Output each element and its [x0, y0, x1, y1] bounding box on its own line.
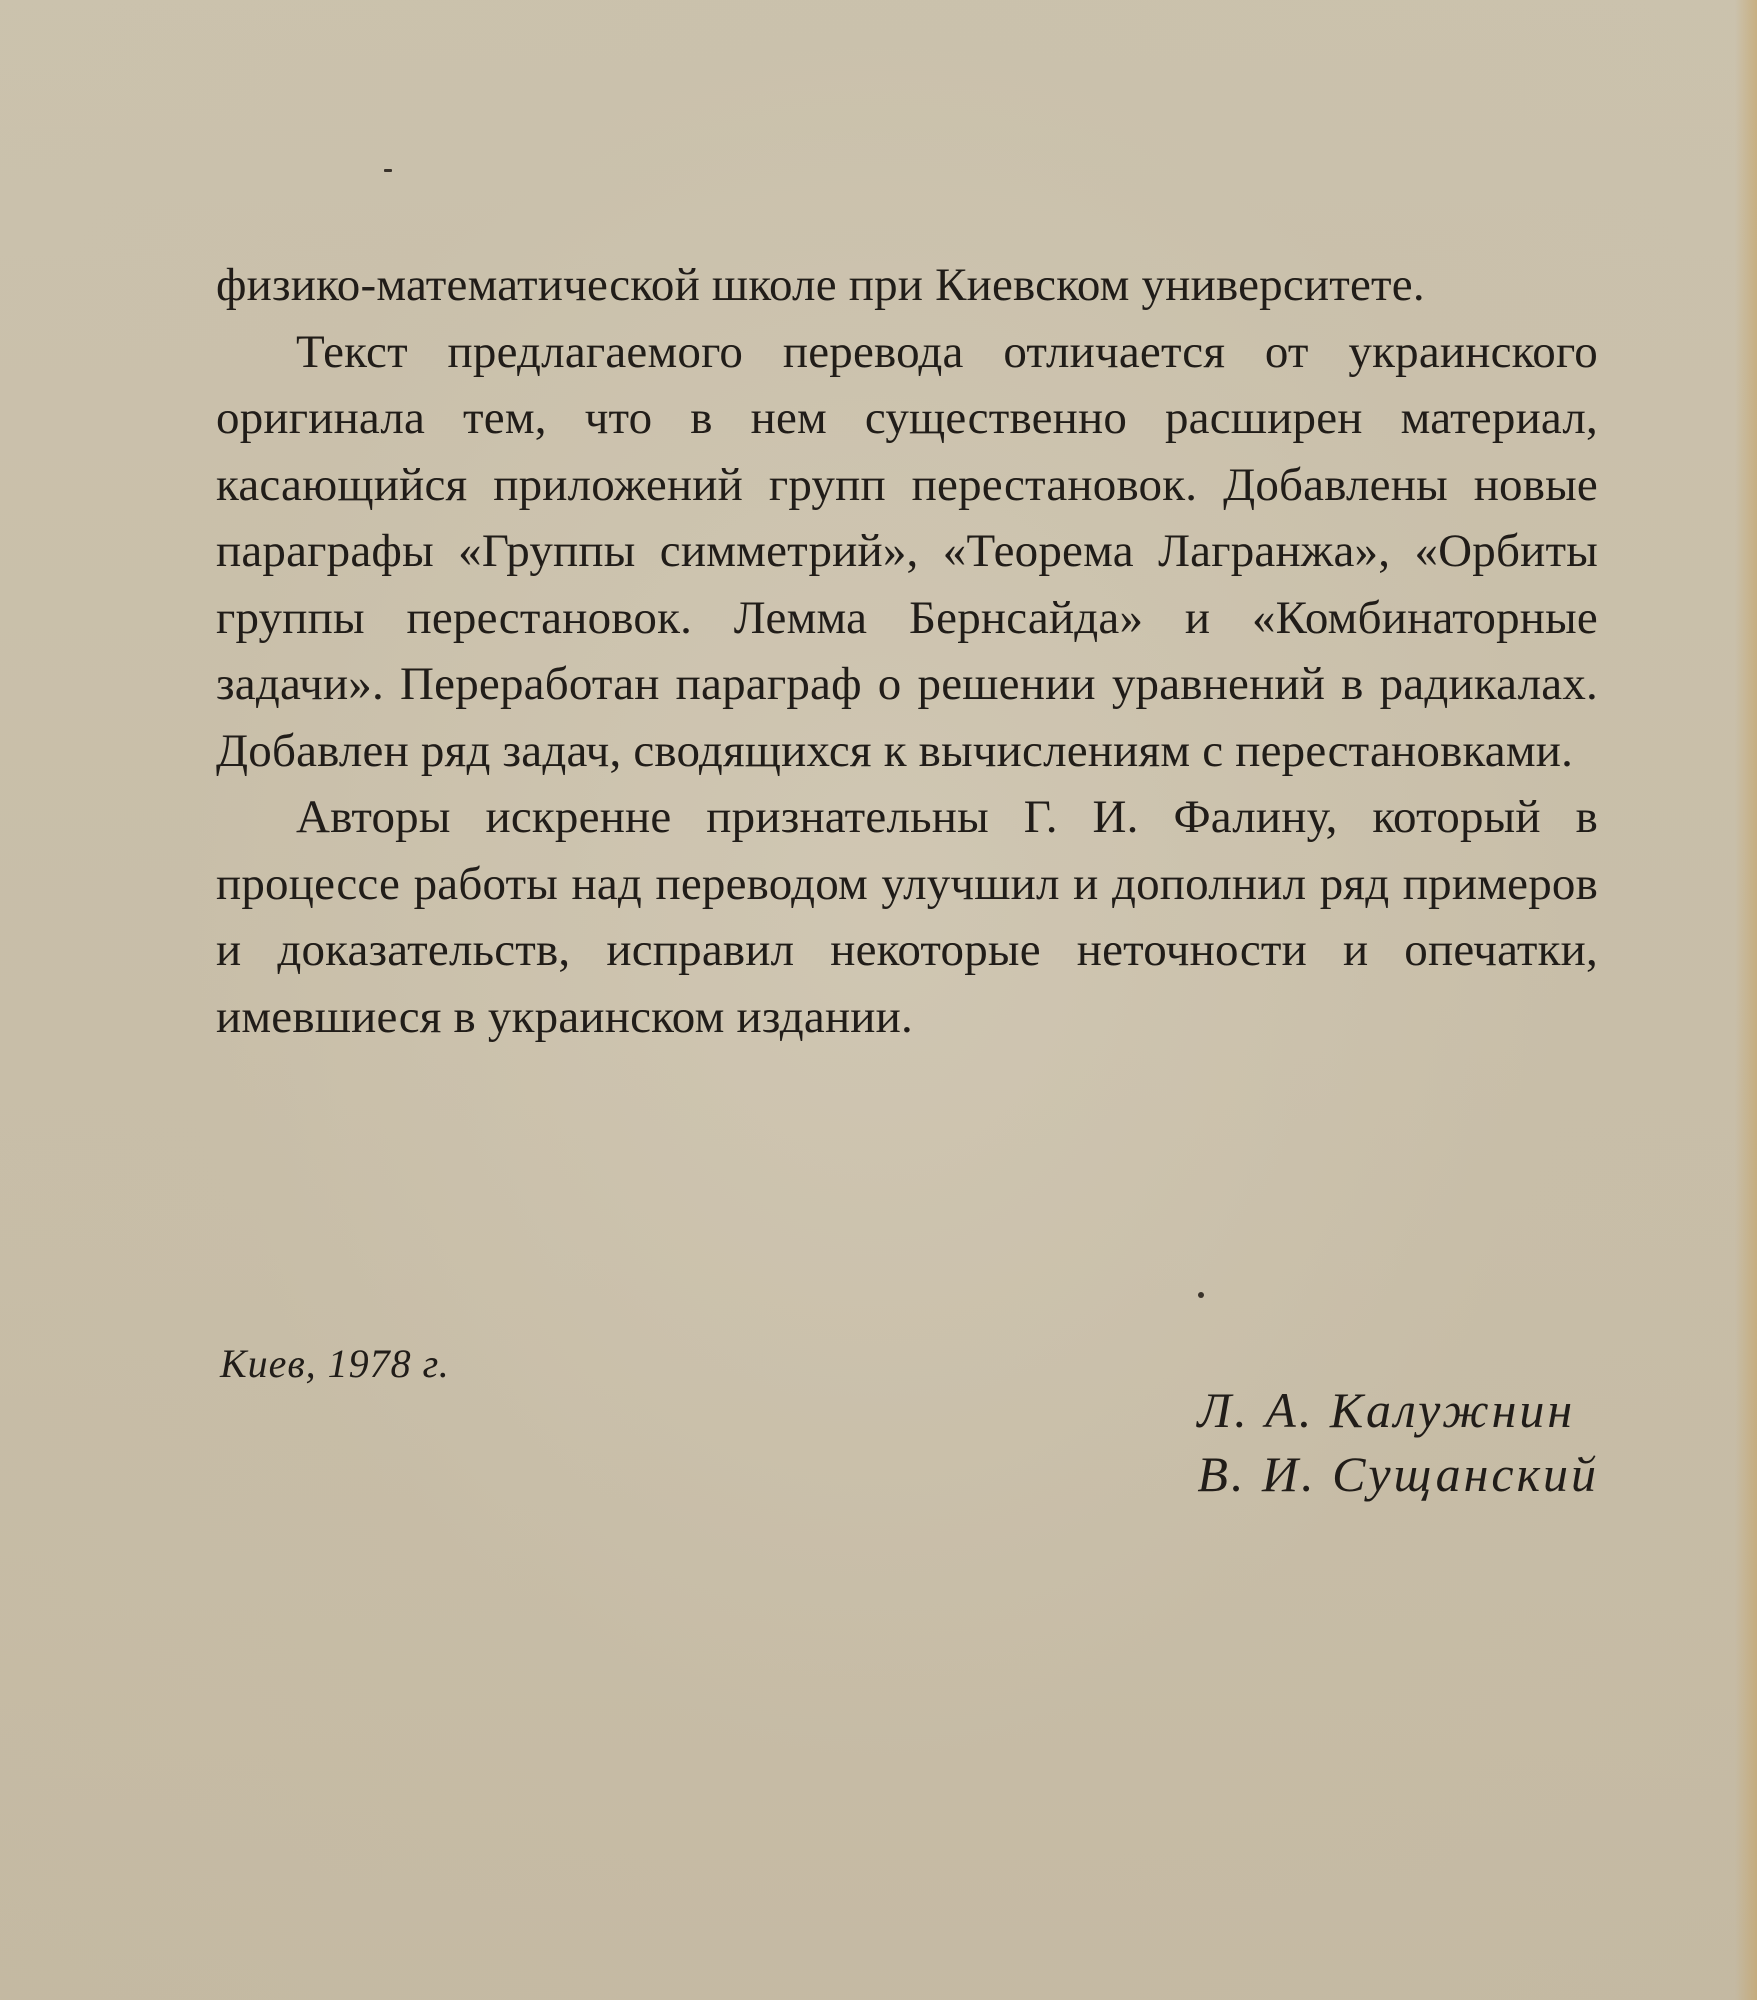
authors-signature-block: [1197, 1378, 1599, 1506]
paragraph-acknowledgements: Авторы искренне признательны Г. И. Фалину, который в процессе работы над переводом улучшил и дополнил ряд примеров и доказательств, исправил некоторые неточности и опечатки, имевшиеся в украинском издании.: [216, 791, 1598, 1043]
author-name: В. И. Сущанский: [1197, 1446, 1599, 1502]
body-text: [216, 252, 1598, 1050]
author-name: Л. А. Калужнин: [1197, 1382, 1576, 1438]
paragraph-continuation: физико-математической школе при Киевском университете.: [216, 259, 1425, 311]
paper-speck: [384, 169, 392, 172]
paragraph-translation-notes: Текст предлагаемого перевода отличается от украинского оригинала тем, что в нем существенно расширен материал, касающийся приложений групп перестановок. Добавлены новые параграфы «Группы симметрий», «Теорема Лагранжа», «Орбиты группы перестановок. Лемма Бернсайда» и «Комбинаторные задачи». Переработан параграф о решении уравнений в радикалах. Добавлен ряд задач, сводящихся к вычислениям с перестановками.: [216, 325, 1598, 777]
place-date: Киев, 1978 г.: [220, 1341, 450, 1386]
paper-speck: [1198, 1292, 1204, 1298]
